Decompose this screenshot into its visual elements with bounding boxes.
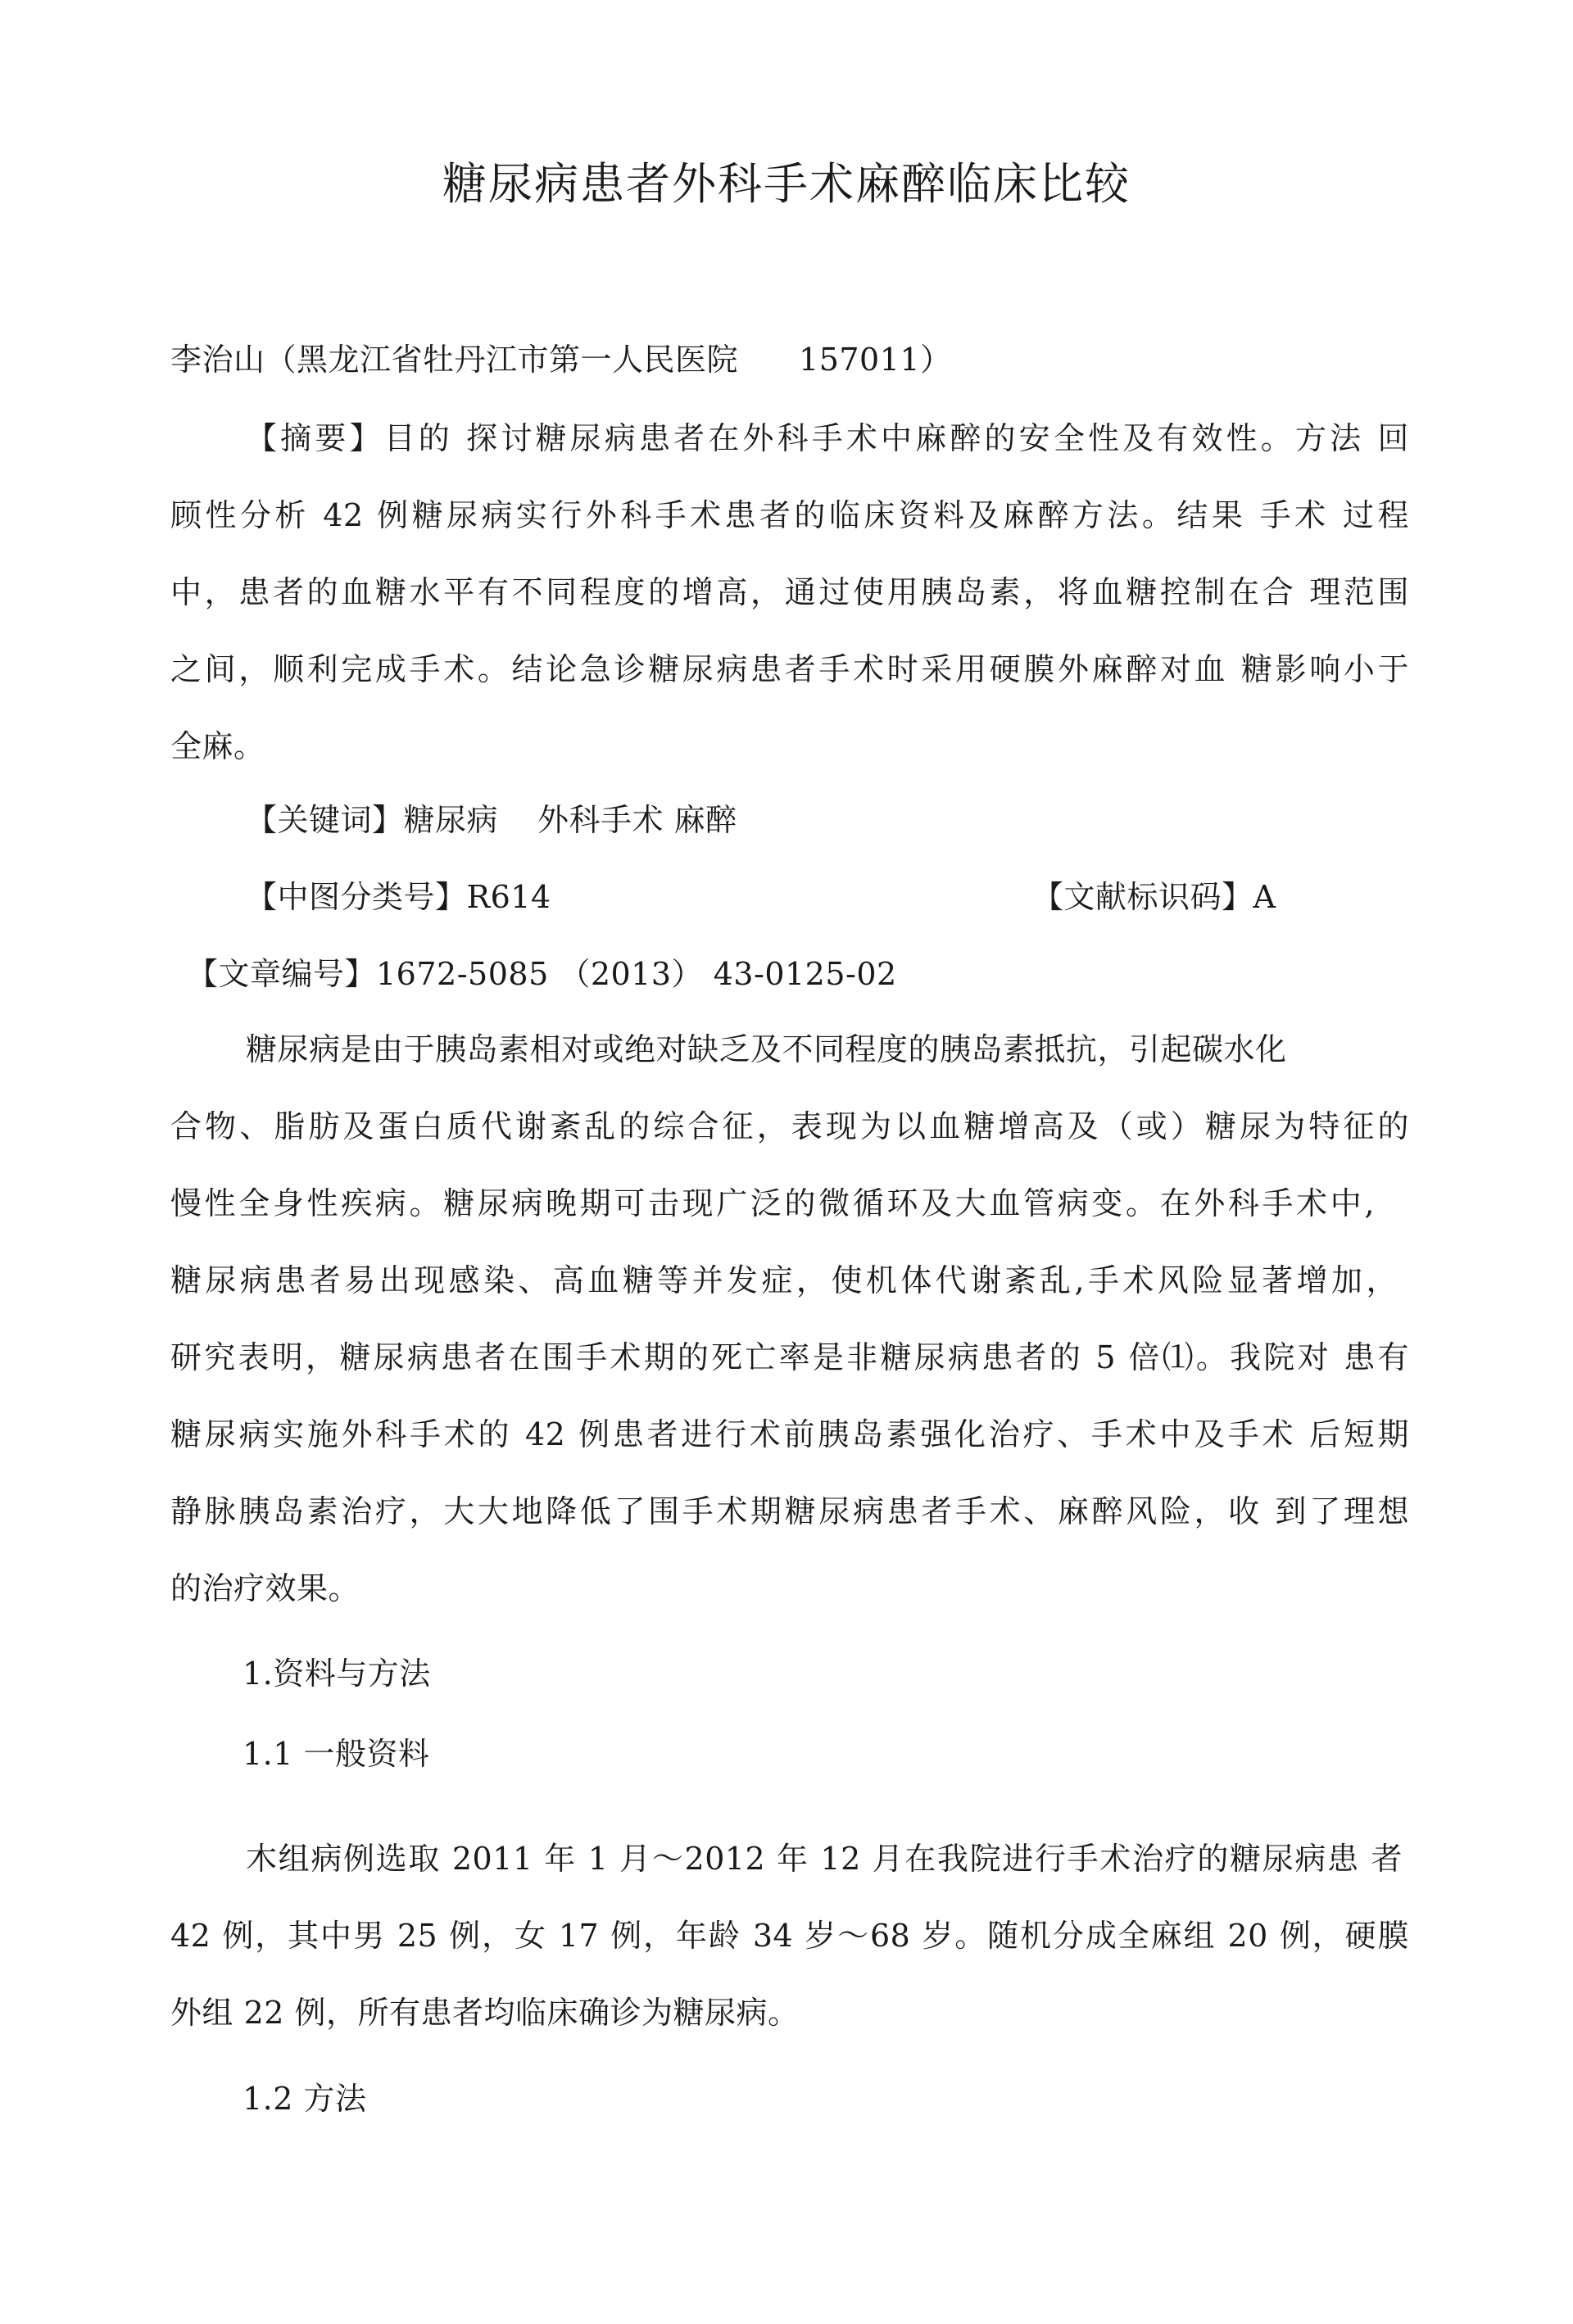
- keywords-line: [246, 800, 737, 840]
- abstract-line: 之间，顺利完成手术。结论急诊糖尿病患者手术时采用硬膜外麻醉对血 糖影响小于: [170, 651, 1409, 687]
- document-code: 【文献标识码】A: [1032, 879, 1276, 915]
- intro-line: 研究表明，糖尿病患者在围手术期的死亡率是非糖尿病患者的 5 倍⑴。我院对 患有: [170, 1339, 1409, 1375]
- intro-line: 合物、脂肪及蛋白质代谢紊乱的综合征，表现为以血糖增高及（或）糖尿为特征的: [170, 1108, 1409, 1144]
- keywords-label: 【关键词】糖尿病: [246, 802, 499, 838]
- intro-line: 的治疗效果。: [170, 1570, 360, 1606]
- intro-line: 糖尿病患者易出现感染、高血糖等并发症，使机体代谢紊乱,手术风险显著增加，: [170, 1262, 1398, 1298]
- abstract-line: 【摘要】目的 探讨糖尿病患者在外科手术中麻醉的安全性及有效性。方法 回: [246, 420, 1409, 456]
- page-title: 糖尿病患者外科手术麻醉临床比较: [442, 158, 1131, 210]
- subsection-heading: 1.2 方法: [243, 2081, 367, 2117]
- general-line: 外组 22 例，所有患者均临床确诊为糖尿病。: [170, 1995, 800, 2031]
- classification-number: 【中图分类号】R614: [246, 879, 551, 915]
- subsection-heading: 1.1 一般资料: [243, 1736, 430, 1772]
- abstract-line: 全麻。: [170, 728, 265, 764]
- section-heading: 1.资料与方法: [243, 1656, 431, 1692]
- general-line: 42 例，其中男 25 例，女 17 例，年龄 34 岁〜68 岁。随机分成全麻组 20 例，硬膜: [170, 1918, 1409, 1954]
- intro-line: 静脉胰岛素治疗，大大地降低了围手术期糖尿病患者手术、麻醉风险，收 到了理想: [170, 1493, 1409, 1529]
- intro-line: 糖尿病是由于胰岛素相对或绝对缺乏及不同程度的胰岛素抵抗，引起碳水化: [246, 1031, 1287, 1067]
- intro-line: 慢性全身性疾病。糖尿病晚期可击现广泛的微循环及大血管病变。在外科手术中,: [170, 1185, 1375, 1221]
- article-number: 【文章编号】1672-5085 （2013） 43-0125-02: [187, 956, 897, 992]
- abstract-line: 中，患者的血糖水平有不同程度的增高，通过使用胰岛素，将血糖控制在合 理范围: [170, 574, 1409, 610]
- postal-code: 157011）: [799, 342, 952, 378]
- author-line: [170, 340, 952, 379]
- intro-line: 糖尿病实施外科手术的 42 例患者进行术前胰岛素强化治疗、手术中及手术 后短期: [170, 1416, 1409, 1452]
- general-line: 木组病例选取 2011 年 1 月〜2012 年 12 月在我院进行手术治疗的糖尿病患 者: [246, 1841, 1403, 1877]
- author-affiliation: 李治山（黑龙江省牡丹江市第一人民医院: [170, 342, 739, 378]
- keywords-rest: 外科手术 麻醉: [537, 802, 737, 838]
- abstract-line: 顾性分析 42 例糖尿病实行外科手术患者的临床资料及麻醉方法。结果 手术 过程: [170, 497, 1409, 533]
